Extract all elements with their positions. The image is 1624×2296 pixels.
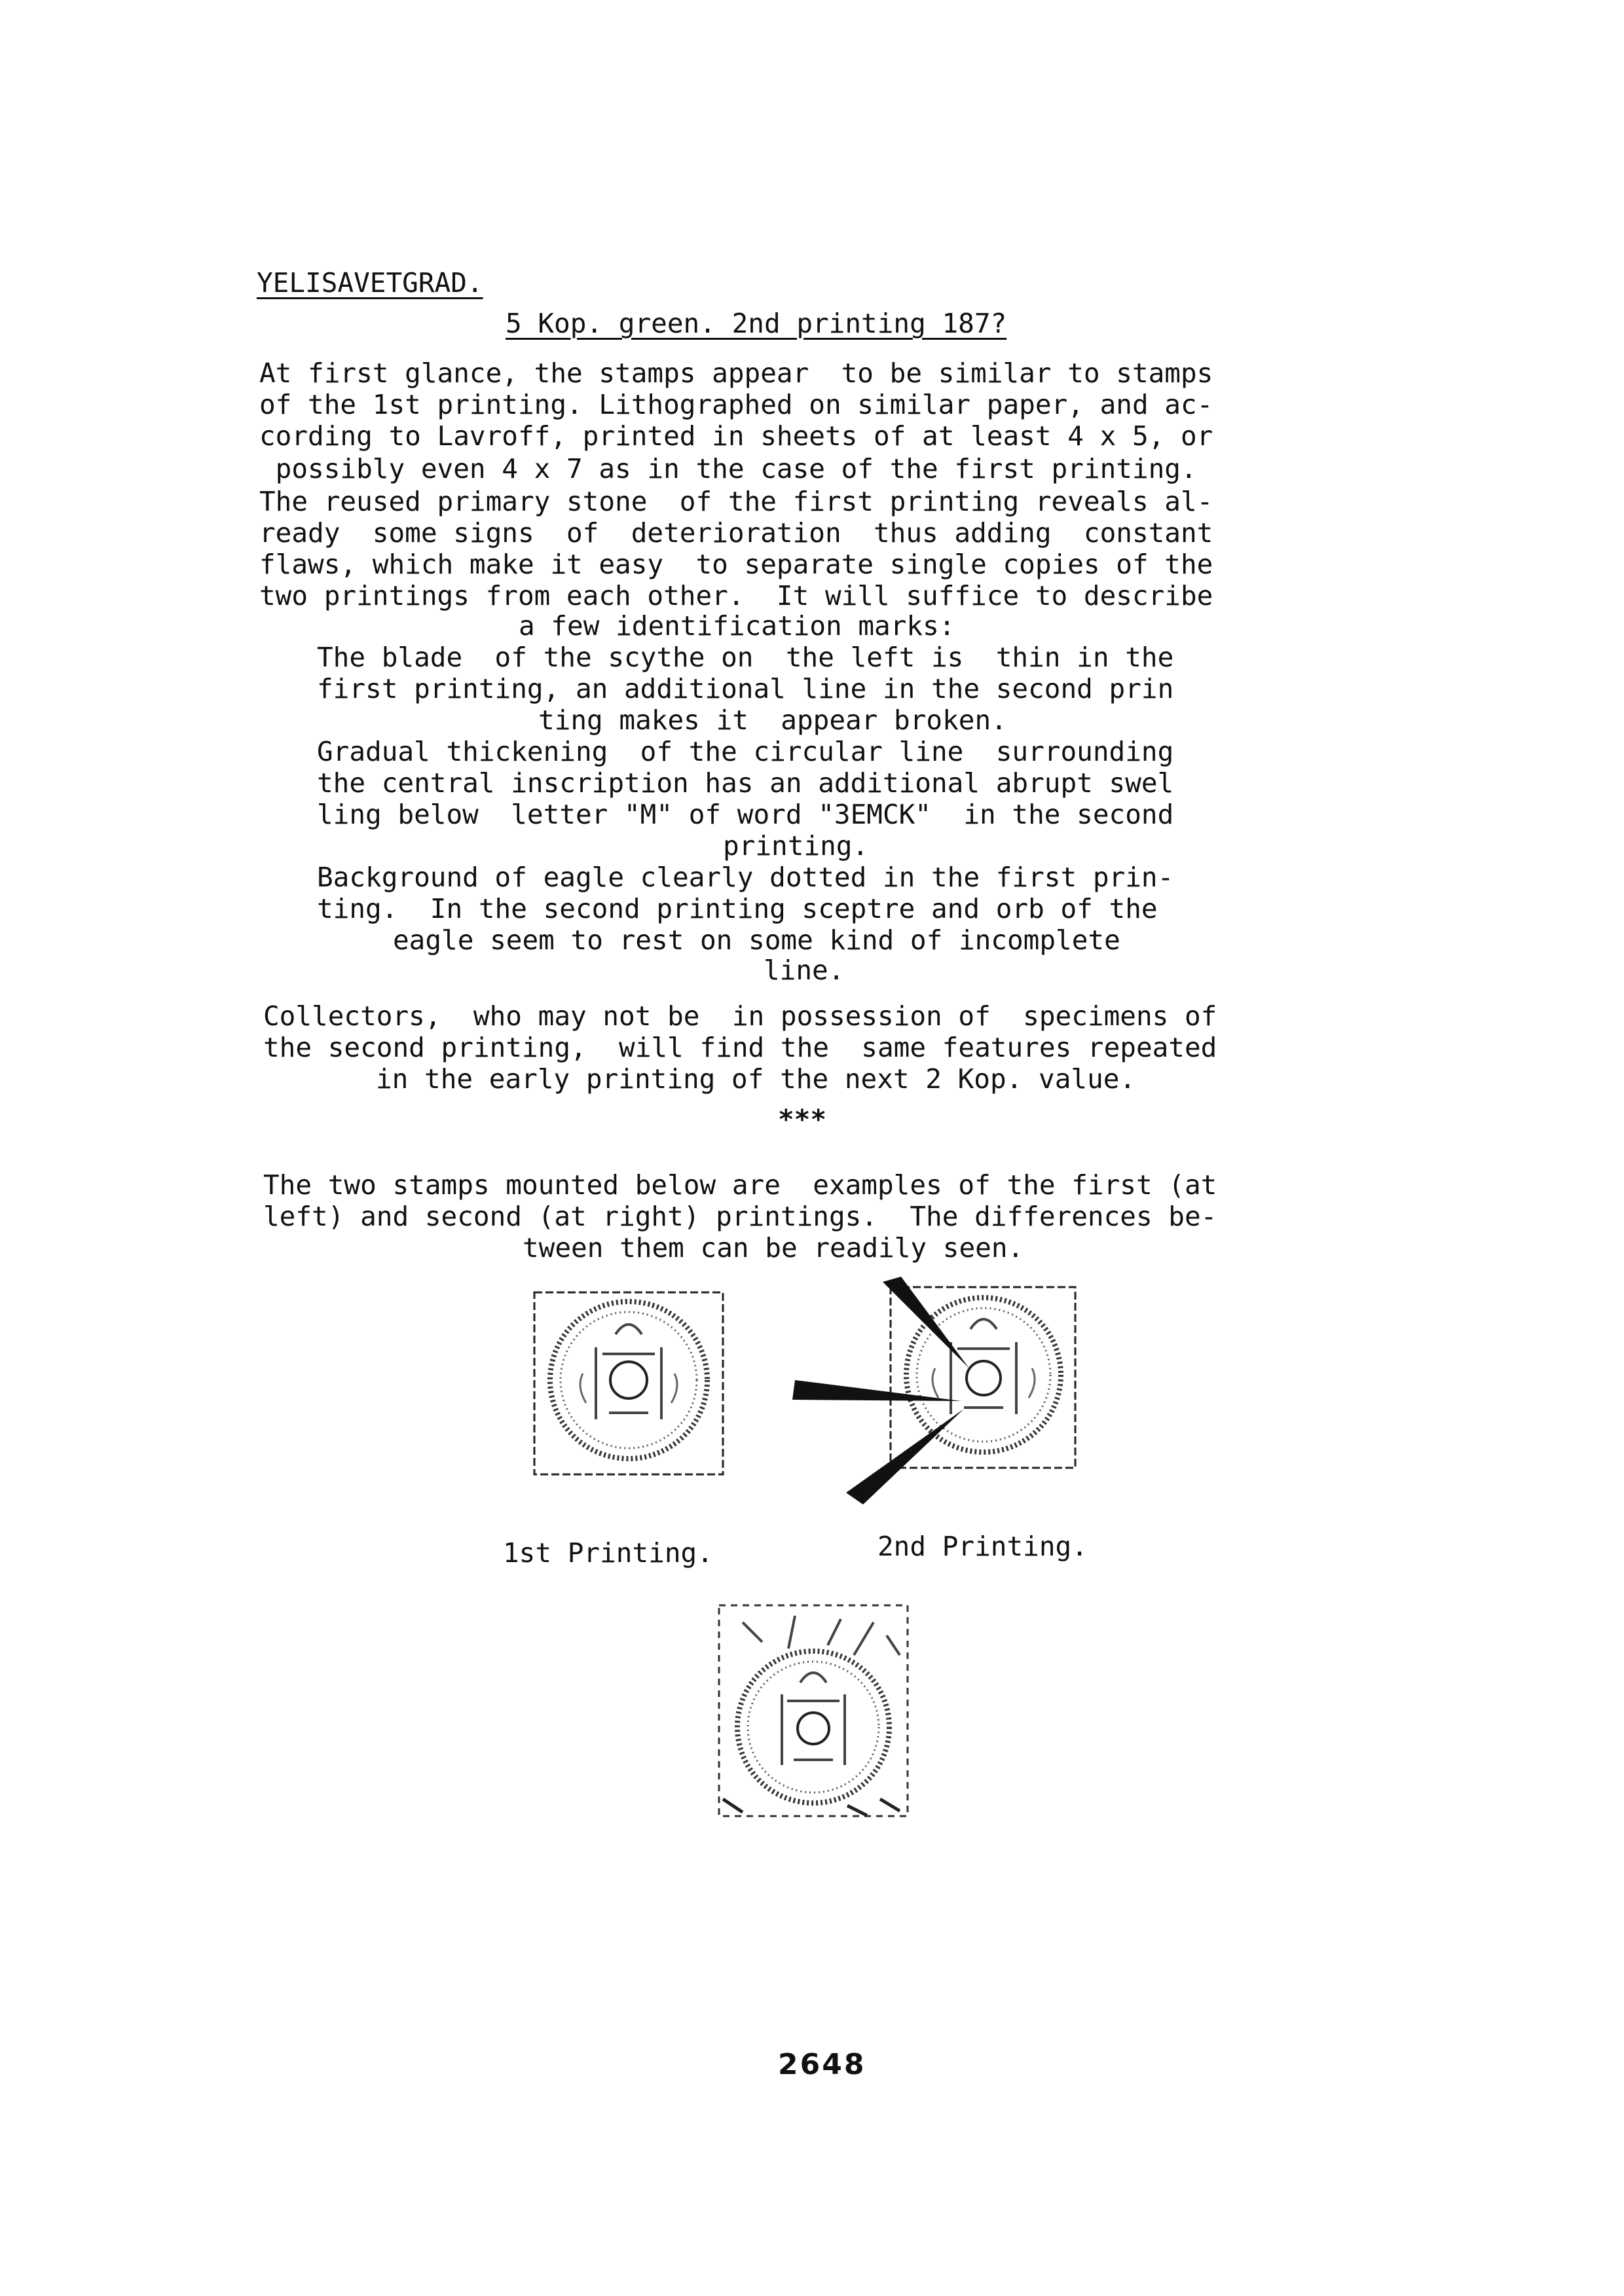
text-line: in the early printing of the next 2 Kop. value. <box>376 1063 1136 1095</box>
separator: *** <box>778 1104 827 1135</box>
text-line: tween them can be readily seen. <box>523 1232 1024 1264</box>
caption-first-printing: 1st Printing. <box>503 1537 713 1569</box>
text-line: Collectors, who may not be in possession of specimens of <box>263 1000 1217 1032</box>
stamp-first-printing-image <box>530 1288 727 1478</box>
page-heading: YELISAVETGRAD. <box>257 267 483 299</box>
text-line: a few identification marks: <box>519 610 955 642</box>
text-line: two printings from each other. It will suffice to describe <box>259 580 1213 611</box>
text-line: printing. <box>723 830 869 862</box>
text-line: line. <box>764 955 845 986</box>
text-line: The reused primary stone of the first printing reveals al- <box>259 486 1213 517</box>
text-line: The two stamps mounted below are examples of the first (at <box>263 1169 1217 1201</box>
text-line: ting. In the second printing sceptre and orb of the <box>317 893 1158 924</box>
text-line: Background of eagle clearly dotted in the first prin- <box>317 862 1174 893</box>
text-line: eagle seem to rest on some kind of incomplete <box>393 924 1120 956</box>
page-subheading: 5 Kop. green. 2nd printing 187? <box>506 308 1007 339</box>
page-number: 2648 <box>778 2048 866 2081</box>
text-line: left) and second (at right) printings. The differences be- <box>263 1201 1217 1232</box>
text-line: ready some signs of deterioration thus adding constant <box>259 517 1213 549</box>
text-line: ling below letter "M" of word "3EMCK" in the second <box>317 799 1174 830</box>
text-line: Gradual thickening of the circular line surrounding <box>317 736 1174 767</box>
stamp-second-printing-image <box>773 1270 1087 1519</box>
caption-second-printing: 2nd Printing. <box>877 1531 1088 1562</box>
text-line: of the 1st printing. Lithographed on similar paper, and ac- <box>259 389 1213 420</box>
text-line: first printing, an additional line in the second prin <box>317 673 1174 704</box>
text-line: the second printing, will find the same features repeated <box>263 1032 1217 1063</box>
text-line: the central inscription has an additional abrupt swel <box>317 767 1174 799</box>
text-line: ting makes it appear broken. <box>538 704 1007 736</box>
text-line: flaws, which make it easy to separate single copies of the <box>259 549 1213 580</box>
stamp-cancelled-image <box>716 1603 910 1819</box>
text-line: possibly even 4 x 7 as in the case of the first printing. <box>259 453 1197 484</box>
text-line: The blade of the scythe on the left is thin in the <box>317 642 1174 673</box>
text-line: At first glance, the stamps appear to be similar to stamps <box>259 357 1213 389</box>
text-line: cording to Lavroff, printed in sheets of at least 4 x 5, or <box>259 420 1213 452</box>
